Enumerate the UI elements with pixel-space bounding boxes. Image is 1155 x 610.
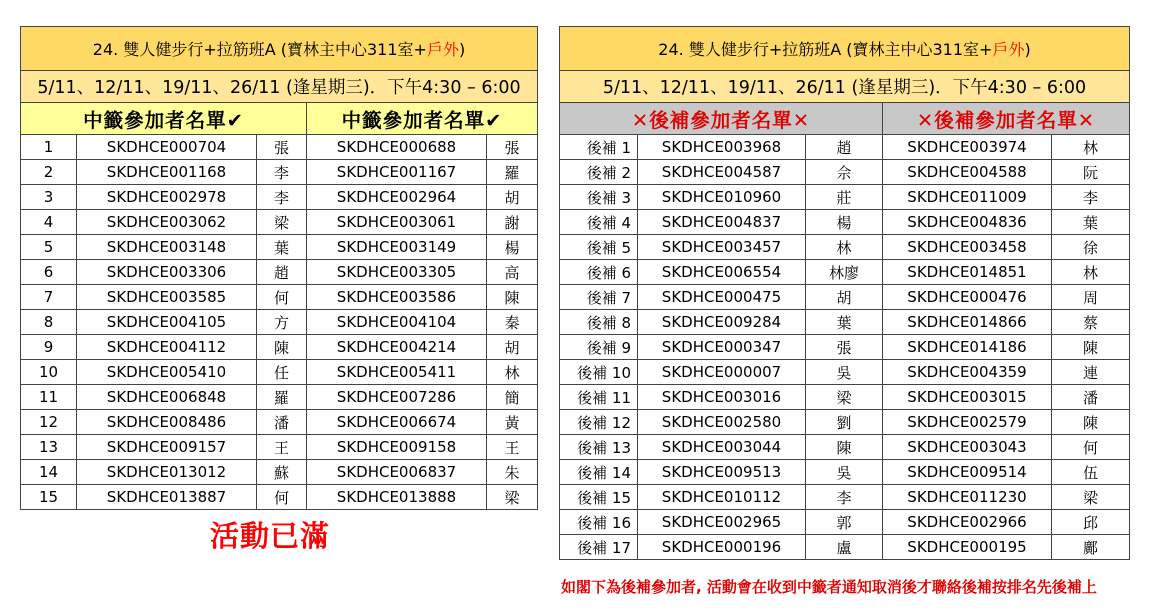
- winners-table: [20, 26, 538, 510]
- partner-surname: 羅: [487, 160, 538, 185]
- row-number: 9: [21, 335, 77, 360]
- member-id: SKDHCE004587: [638, 160, 806, 185]
- member-surname: 李: [806, 485, 883, 510]
- member-id: SKDHCE009513: [638, 460, 806, 485]
- member-id: SKDHCE000347: [638, 335, 806, 360]
- table-row: [21, 435, 538, 460]
- table-row: [560, 285, 1130, 310]
- partner-surname: 林: [1052, 135, 1130, 160]
- partner-id: SKDHCE005411: [307, 360, 487, 385]
- partner-id: SKDHCE004359: [883, 360, 1052, 385]
- row-number: 後補 12: [560, 410, 638, 435]
- table-row: [21, 285, 538, 310]
- page-title: 24. 雙人健步行+拉筋班A (寶林主中心311室+戶外): [560, 27, 1130, 71]
- partner-id: SKDHCE004214: [307, 335, 487, 360]
- member-id: SKDHCE013887: [77, 485, 257, 510]
- member-surname: 佘: [806, 160, 883, 185]
- partner-id: SKDHCE006837: [307, 460, 487, 485]
- member-id: SKDHCE006554: [638, 260, 806, 285]
- row-number: 後補 17: [560, 535, 638, 560]
- partner-id: SKDHCE007286: [307, 385, 487, 410]
- table-row: [560, 535, 1130, 560]
- winners-header: 中籤參加者名單✔: [21, 103, 307, 135]
- table-row: [21, 260, 538, 285]
- partner-id: SKDHCE009158: [307, 435, 487, 460]
- session-dates: 5/11、12/11、19/11、26/11 (逢星期三)．下午4:30 – 6:00: [21, 71, 538, 103]
- member-id: SKDHCE013012: [77, 460, 257, 485]
- partner-surname: 梁: [1052, 485, 1130, 510]
- row-number: 8: [21, 310, 77, 335]
- table-row: [560, 510, 1130, 535]
- member-surname: 蘇: [257, 460, 307, 485]
- partner-id: SKDHCE003043: [883, 435, 1052, 460]
- partner-id: SKDHCE004836: [883, 210, 1052, 235]
- partner-surname: 陳: [1052, 410, 1130, 435]
- partner-surname: 林: [487, 360, 538, 385]
- member-surname: 劉: [806, 410, 883, 435]
- member-surname: 李: [257, 160, 307, 185]
- full-notice: 活動已滿: [210, 519, 331, 553]
- partner-id: SKDHCE000688: [307, 135, 487, 160]
- row-number: 後補 5: [560, 235, 638, 260]
- member-id: SKDHCE000196: [638, 535, 806, 560]
- table-row: [560, 485, 1130, 510]
- member-id: SKDHCE001168: [77, 160, 257, 185]
- partner-surname: 李: [1052, 185, 1130, 210]
- partner-id: SKDHCE011009: [883, 185, 1052, 210]
- partner-surname: 葉: [1052, 210, 1130, 235]
- row-number: 6: [21, 260, 77, 285]
- partner-id: SKDHCE004588: [883, 160, 1052, 185]
- row-number: 後補 16: [560, 510, 638, 535]
- member-id: SKDHCE008486: [77, 410, 257, 435]
- partner-id: SKDHCE004104: [307, 310, 487, 335]
- partner-surname: 秦: [487, 310, 538, 335]
- partner-surname: 楊: [487, 235, 538, 260]
- row-number: 後補 14: [560, 460, 638, 485]
- partner-surname: 連: [1052, 360, 1130, 385]
- row-number: 後補 1: [560, 135, 638, 160]
- row-number: 3: [21, 185, 77, 210]
- member-surname: 張: [806, 335, 883, 360]
- partner-surname: 梁: [487, 485, 538, 510]
- member-surname: 莊: [806, 185, 883, 210]
- partner-id: SKDHCE003015: [883, 385, 1052, 410]
- member-surname: 梁: [257, 210, 307, 235]
- table-row: [560, 210, 1130, 235]
- partner-surname: 鄺: [1052, 535, 1130, 560]
- row-number: 後補 15: [560, 485, 638, 510]
- table-row: [560, 435, 1130, 460]
- row-number: 4: [21, 210, 77, 235]
- member-id: SKDHCE000007: [638, 360, 806, 385]
- member-surname: 趙: [806, 135, 883, 160]
- member-id: SKDHCE003016: [638, 385, 806, 410]
- member-id: SKDHCE003306: [77, 260, 257, 285]
- winners-header: 中籤參加者名單✔: [307, 103, 538, 135]
- table-row: [21, 160, 538, 185]
- table-row: [560, 260, 1130, 285]
- partner-surname: 伍: [1052, 460, 1130, 485]
- member-id: SKDHCE009284: [638, 310, 806, 335]
- member-surname: 王: [257, 435, 307, 460]
- member-id: SKDHCE003148: [77, 235, 257, 260]
- partner-id: SKDHCE014866: [883, 310, 1052, 335]
- partner-surname: 謝: [487, 210, 538, 235]
- partner-id: SKDHCE003974: [883, 135, 1052, 160]
- member-id: SKDHCE000475: [638, 285, 806, 310]
- partner-surname: 張: [487, 135, 538, 160]
- table-row: [21, 185, 538, 210]
- table-row: [560, 460, 1130, 485]
- member-surname: 方: [257, 310, 307, 335]
- waitlist-table: [559, 26, 1130, 560]
- member-id: SKDHCE003585: [77, 285, 257, 310]
- member-surname: 盧: [806, 535, 883, 560]
- row-number: 15: [21, 485, 77, 510]
- row-number: 後補 13: [560, 435, 638, 460]
- row-number: 2: [21, 160, 77, 185]
- table-row: [560, 235, 1130, 260]
- table-row: [560, 310, 1130, 335]
- member-surname: 吳: [806, 360, 883, 385]
- member-surname: 葉: [257, 235, 307, 260]
- partner-surname: 王: [487, 435, 538, 460]
- partner-id: SKDHCE003458: [883, 235, 1052, 260]
- partner-id: SKDHCE003305: [307, 260, 487, 285]
- session-dates: 5/11、12/11、19/11、26/11 (逢星期三)．下午4:30 – 6:00: [560, 71, 1130, 103]
- waitlist-header: ✕後補參加者名單✕: [883, 103, 1130, 135]
- table-row: [21, 360, 538, 385]
- member-id: SKDHCE003457: [638, 235, 806, 260]
- row-number: 後補 11: [560, 385, 638, 410]
- table-row: [560, 160, 1130, 185]
- partner-surname: 陳: [1052, 335, 1130, 360]
- member-id: SKDHCE004105: [77, 310, 257, 335]
- waitlist-note: 如閣下為後補參加者, 活動會在收到中籤者通知取消後才聯絡後補按排名先後補上: [561, 578, 1097, 596]
- row-number: 1: [21, 135, 77, 160]
- row-number: 14: [21, 460, 77, 485]
- table-row: [21, 310, 538, 335]
- partner-id: SKDHCE000476: [883, 285, 1052, 310]
- member-id: SKDHCE002580: [638, 410, 806, 435]
- table-row: [560, 135, 1130, 160]
- table-row: [21, 235, 538, 260]
- table-row: [560, 335, 1130, 360]
- partner-id: SKDHCE003061: [307, 210, 487, 235]
- member-surname: 楊: [806, 210, 883, 235]
- partner-id: SKDHCE002579: [883, 410, 1052, 435]
- partner-id: SKDHCE014851: [883, 260, 1052, 285]
- table-row: [21, 460, 538, 485]
- row-number: 7: [21, 285, 77, 310]
- row-number: 11: [21, 385, 77, 410]
- partner-id: SKDHCE009514: [883, 460, 1052, 485]
- table-row: [560, 360, 1130, 385]
- partner-surname: 邱: [1052, 510, 1130, 535]
- member-id: SKDHCE010960: [638, 185, 806, 210]
- partner-id: SKDHCE002966: [883, 510, 1052, 535]
- partner-id: SKDHCE000195: [883, 535, 1052, 560]
- partner-surname: 潘: [1052, 385, 1130, 410]
- member-id: SKDHCE000704: [77, 135, 257, 160]
- row-number: 後補 2: [560, 160, 638, 185]
- partner-surname: 林: [1052, 260, 1130, 285]
- partner-surname: 陳: [487, 285, 538, 310]
- page-title: 24. 雙人健步行+拉筋班A (寶林主中心311室+戶外): [21, 27, 538, 71]
- table-row: [560, 385, 1130, 410]
- row-number: 後補 8: [560, 310, 638, 335]
- member-id: SKDHCE003968: [638, 135, 806, 160]
- member-id: SKDHCE005410: [77, 360, 257, 385]
- table-row: [21, 485, 538, 510]
- row-number: 後補 7: [560, 285, 638, 310]
- table-row: [21, 335, 538, 360]
- member-surname: 胡: [806, 285, 883, 310]
- member-surname: 潘: [257, 410, 307, 435]
- partner-surname: 高: [487, 260, 538, 285]
- row-number: 10: [21, 360, 77, 385]
- member-surname: 郭: [806, 510, 883, 535]
- row-number: 後補 3: [560, 185, 638, 210]
- member-surname: 趙: [257, 260, 307, 285]
- partner-surname: 何: [1052, 435, 1130, 460]
- partner-id: SKDHCE002964: [307, 185, 487, 210]
- row-number: 12: [21, 410, 77, 435]
- member-id: SKDHCE002978: [77, 185, 257, 210]
- member-surname: 陳: [806, 435, 883, 460]
- member-id: SKDHCE009157: [77, 435, 257, 460]
- member-id: SKDHCE002965: [638, 510, 806, 535]
- member-surname: 羅: [257, 385, 307, 410]
- member-surname: 陳: [257, 335, 307, 360]
- partner-id: SKDHCE011230: [883, 485, 1052, 510]
- partner-surname: 簡: [487, 385, 538, 410]
- partner-surname: 徐: [1052, 235, 1130, 260]
- row-number: 後補 6: [560, 260, 638, 285]
- partner-id: SKDHCE013888: [307, 485, 487, 510]
- member-id: SKDHCE004112: [77, 335, 257, 360]
- member-surname: 林廖: [806, 260, 883, 285]
- partner-id: SKDHCE003149: [307, 235, 487, 260]
- member-id: SKDHCE006848: [77, 385, 257, 410]
- table-row: [21, 410, 538, 435]
- member-surname: 李: [257, 185, 307, 210]
- table-row: [21, 385, 538, 410]
- partner-surname: 黃: [487, 410, 538, 435]
- row-number: 後補 4: [560, 210, 638, 235]
- table-row: [560, 410, 1130, 435]
- member-surname: 吳: [806, 460, 883, 485]
- row-number: 5: [21, 235, 77, 260]
- partner-id: SKDHCE003586: [307, 285, 487, 310]
- partner-id: SKDHCE001167: [307, 160, 487, 185]
- row-number: 後補 9: [560, 335, 638, 360]
- partner-surname: 胡: [487, 335, 538, 360]
- waitlist-header: ✕後補參加者名單✕: [560, 103, 883, 135]
- member-surname: 任: [257, 360, 307, 385]
- member-id: SKDHCE010112: [638, 485, 806, 510]
- partner-surname: 蔡: [1052, 310, 1130, 335]
- table-row: [560, 185, 1130, 210]
- partner-id: SKDHCE014186: [883, 335, 1052, 360]
- partner-surname: 周: [1052, 285, 1130, 310]
- partner-surname: 阮: [1052, 160, 1130, 185]
- partner-surname: 胡: [487, 185, 538, 210]
- member-surname: 何: [257, 285, 307, 310]
- member-surname: 林: [806, 235, 883, 260]
- member-id: SKDHCE003044: [638, 435, 806, 460]
- member-surname: 梁: [806, 385, 883, 410]
- row-number: 後補 10: [560, 360, 638, 385]
- table-row: [21, 210, 538, 235]
- member-id: SKDHCE003062: [77, 210, 257, 235]
- partner-id: SKDHCE006674: [307, 410, 487, 435]
- member-surname: 何: [257, 485, 307, 510]
- member-surname: 葉: [806, 310, 883, 335]
- row-number: 13: [21, 435, 77, 460]
- member-id: SKDHCE004837: [638, 210, 806, 235]
- member-surname: 張: [257, 135, 307, 160]
- table-row: [21, 135, 538, 160]
- partner-surname: 朱: [487, 460, 538, 485]
